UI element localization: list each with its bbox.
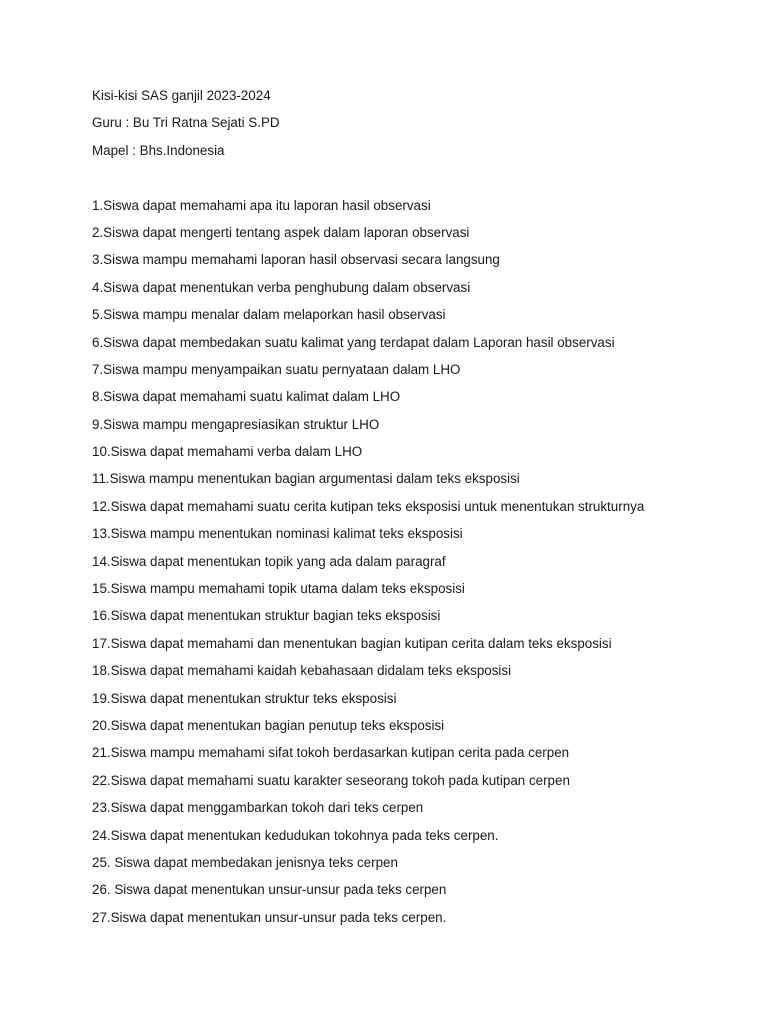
list-item: 7.Siswa mampu menyampaikan suatu pernyataan dalam LHO (92, 361, 461, 377)
list-item: 3.Siswa mampu memahami laporan hasil observasi secara langsung (92, 252, 500, 268)
list-item: 16.Siswa dapat menentukan struktur bagian teks eksposisi (92, 608, 441, 624)
list-item: 1.Siswa dapat memahami apa itu laporan hasil observasi (92, 197, 431, 213)
list-item: 15.Siswa mampu memahami topik utama dalam teks eksposisi (92, 581, 465, 597)
list-item: 9.Siswa mampu mengapresiasikan struktur LHO (92, 416, 380, 432)
list-item: 13.Siswa mampu menentukan nominasi kalimat teks eksposisi (92, 526, 463, 542)
list-item: 14.Siswa dapat menentukan topik yang ada dalam paragraf (92, 553, 446, 569)
list-item: 21.Siswa mampu memahami sifat tokoh berdasarkan kutipan cerita pada cerpen (92, 745, 570, 761)
list-item: 27.Siswa dapat menentukan unsur-unsur pada teks cerpen. (92, 909, 447, 925)
list-item: 26. Siswa dapat menentukan unsur-unsur pada teks cerpen (92, 882, 447, 898)
list-item: 17.Siswa dapat memahami dan menentukan bagian kutipan cerita dalam teks eksposisi (92, 635, 612, 651)
list-item: 10.Siswa dapat memahami verba dalam LHO (92, 444, 363, 460)
list-item: 25. Siswa dapat membedakan jenisnya teks cerpen (92, 854, 398, 870)
list-item: 2.Siswa dapat mengerti tentang aspek dalam laporan observasi (92, 224, 470, 240)
list-item: 23.Siswa dapat menggambarkan tokoh dari teks cerpen (92, 800, 424, 816)
list-item: 5.Siswa mampu menalar dalam melaporkan hasil observasi (92, 307, 446, 323)
subject-line: Mapel : Bhs.Indonesia (92, 142, 225, 158)
document-page (92, 86, 752, 935)
document-title: Kisi-kisi SAS ganjil 2023-2024 (92, 88, 271, 103)
list-item: 8.Siswa dapat memahami suatu kalimat dalam LHO (92, 389, 401, 405)
list-item: 19.Siswa dapat menentukan struktur teks eksposisi (92, 690, 397, 706)
list-item: 18.Siswa dapat memahami kaidah kebahasaan didalam teks eksposisi (92, 663, 512, 679)
list-item: 22.Siswa dapat memahami suatu karakter seseorang tokoh pada kutipan cerpen (92, 772, 570, 788)
list-item: 20.Siswa dapat menentukan bagian penutup teks eksposisi (92, 717, 445, 733)
list-item: 12.Siswa dapat memahami suatu cerita kutipan teks eksposisi untuk menentukan strukturnya (92, 498, 645, 514)
teacher-line: Guru : Bu Tri Ratna Sejati S.PD (92, 115, 280, 131)
objectives-list (92, 196, 752, 936)
list-item: 24.Siswa dapat menentukan kedudukan tokohnya pada teks cerpen. (92, 827, 499, 843)
list-item: 6.Siswa dapat membedakan suatu kalimat yang terdapat dalam Laporan hasil observasi (92, 334, 615, 350)
list-item: 11.Siswa mampu menentukan bagian argumentasi dalam teks eksposisi (92, 471, 520, 487)
list-item: 4.Siswa dapat menentukan verba penghubung dalam observasi (92, 279, 471, 295)
blank-line (92, 168, 752, 195)
